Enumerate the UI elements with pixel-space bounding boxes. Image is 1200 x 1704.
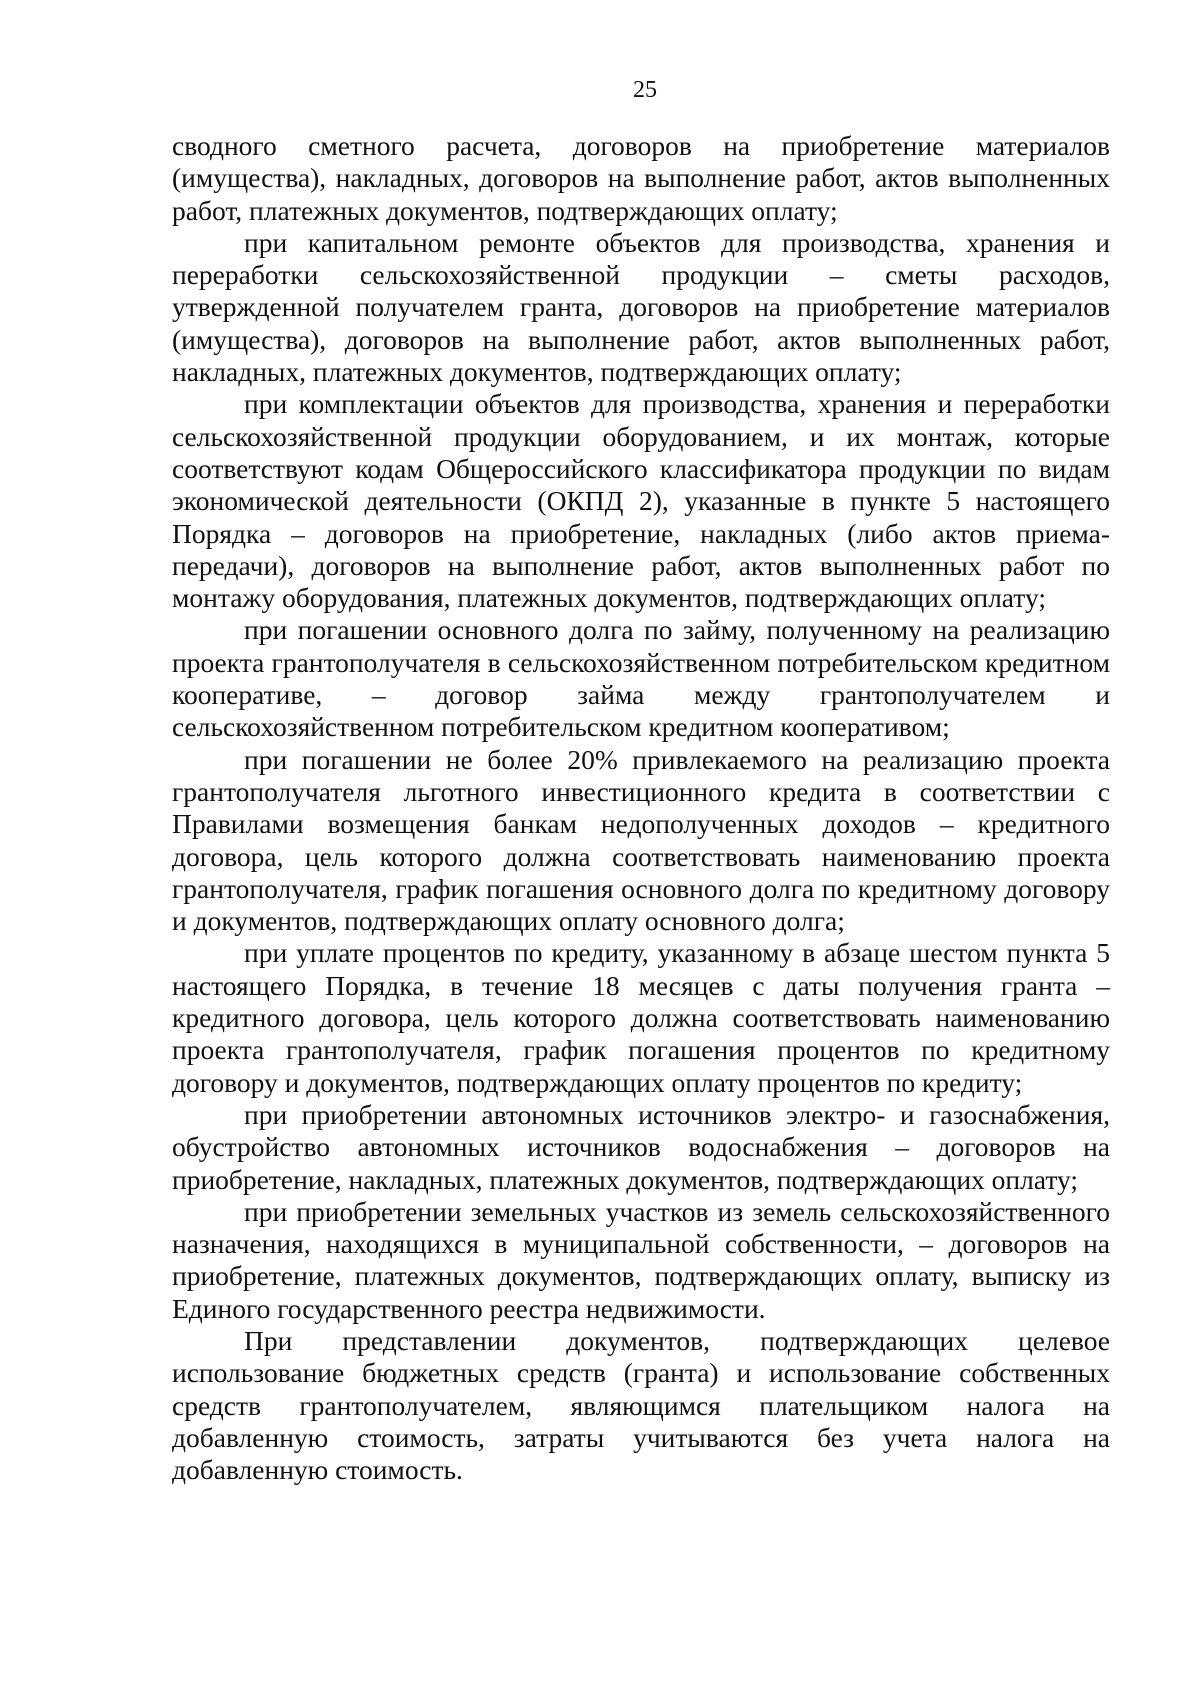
paragraph-1: сводного сметного расчета, договоров на приобретение материалов (имущества), накладных, договоров на выполнение работ, актов выполненных работ, платежных документов, подтверждающих оплату;	[172, 130, 1110, 226]
paragraph-7: при приобретении автономных источников электро- и газоснабжения, обустройство автономных источников водоснабжения – договоров на приобретение, накладных, платежных документов, подтверждающих оплату;	[172, 1098, 1110, 1195]
paragraph-9: При представлении документов, подтверждающих целевое использование бюджетных средств (гранта) и использование собственных средств грантополучателем, являющимся плательщиком налога на добавленную стоимость, затраты учитываются без учета налога на добавленную стоимость.	[172, 1324, 1110, 1486]
paragraph-3: при комплектации объектов для производства, хранения и переработки сельскохозяйственной продукции оборудованием, и их монтаж, которые соответствуют кодам Общероссийского классификатора продукции по видам экономической деятельности (ОКПД 2), указанные в пункте 5 настоящего Порядка – договоров на приобретение, накладных (либо актов приема-передачи), договоров на выполнение работ, актов выполненных работ по монтажу оборудования, платежных документов, подтверждающих оплату;	[172, 388, 1110, 614]
paragraph-8: при приобретении земельных участков из земель сельскохозяйственного назначения, находящихся в муниципальной собственности, – договоров на приобретение, платежных документов, подтверждающих оплату, выписку из Единого государственного реестра недвижимости.	[172, 1195, 1110, 1324]
paragraph-4: при погашении основного долга по займу, полученному на реализацию проекта грантополучателя в сельскохозяйственном потребительском кредитном кооперативе, – договор займа между грантополучателем и сельскохозяйственном потребительском кредитном кооперативом;	[172, 614, 1110, 743]
paragraph-2: при капитальном ремонте объектов для производства, хранения и переработки сельскохозяйственной продукции – сметы расходов, утвержденной получателем гранта, договоров на приобретение материалов (имущества), договоров на выполнение работ, актов выполненных работ, накладных, платежных документов, подтверждающих оплату;	[172, 226, 1110, 388]
document-body	[172, 130, 1110, 1486]
paragraph-5: при погашении не более 20% привлекаемого на реализацию проекта грантополучателя льготного инвестиционного кредита в соответствии с Правилами возмещения банкам недополученных доходов – кредитного договора, цель которого должна соответствовать наименованию проекта грантополучателя, график погашения основного долга по кредитному договору и документов, подтверждающих оплату основного долга;	[172, 743, 1110, 937]
page-number: 25	[633, 77, 657, 103]
paragraph-6: при уплате процентов по кредиту, указанному в абзаце шестом пункта 5 настоящего Порядка, в течение 18 месяцев с даты получения гранта – кредитного договора, цель которого должна соответствовать наименованию проекта грантополучателя, график погашения процентов по кредитному договору и документов, подтверждающих оплату процентов по кредиту;	[172, 937, 1110, 1098]
